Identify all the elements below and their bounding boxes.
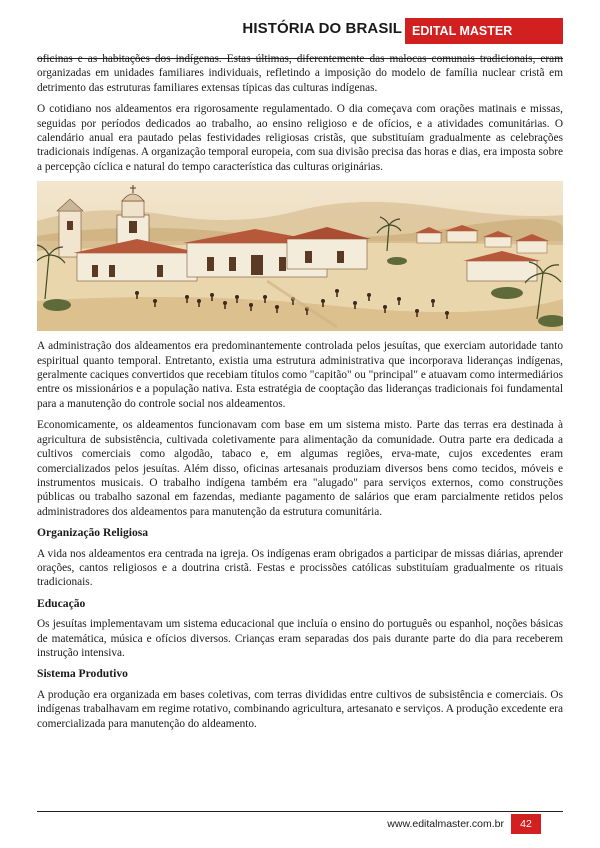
section-text: A produção era organizada em bases coletivas, com terras divididas entre cultivos de subsistência e comerciais. Os indígenas trabalhavam em regime rotativo, combinando agricultura, artesanato e serviços. A produção excedente era comercializada para manutenção do aldeamento. — [37, 688, 563, 730]
footer-url[interactable]: www.editalmaster.com.br — [387, 818, 504, 830]
mission-illustration-svg — [37, 181, 563, 331]
footer-divider — [37, 811, 563, 812]
section-heading: Organização Religiosa — [37, 526, 149, 540]
page-number: 42 — [511, 814, 541, 834]
paragraph: O cotidiano nos aldeamentos era rigorosamente regulamentado. O dia começava com orações matinais e missas, seguidas por períodos dedicados ao trabalho, ao ensino religioso e de ofícios, e a atividades comunitárias. O calendário anual era pautado pelas festividades religiosas cristãs, que substituíam gradualmente as celebrações tradicionais indígenas. A organização temporal europeia, com sua divisão precisa das horas e dias, era imposta sobre a percepção cíclica e natural do tempo característica das culturas originárias. — [37, 103, 563, 173]
section-text: A vida nos aldeamentos era centrada na igreja. Os indígenas eram obrigados a participar de missas diárias, aprender orações, cantos religiosos e a doutrina cristã. Festas e procissões católicas substituíam gradualmente os rituais tradicionais. — [37, 547, 563, 589]
paragraph: A administração dos aldeamentos era predominantemente controlada pelos jesuítas, que exerciam autoridade tanto espiritual quanto temporal. Entretanto, existia uma estrutura administrativa que incorporava lideranças indígenas, geralmente caciques convertidos que recebiam títulos como "capitão" ou "principal" e atuavam como intermediários entre os missionários e a população nativa. Esta estratégia de cooptação das lideranças tradicionais foi fundamental para a manutenção do controle social nos aldeamentos. — [37, 340, 563, 410]
page-content — [37, 52, 563, 738]
paragraph: Economicamente, os aldeamentos funcionavam com base em um sistema misto. Parte das terras era destinada à agricultura de subsistência, cultivada coletivamente para alimentação da comunidade. Outra parte era dedicada a cultivos comerciais como algodão, tabaco e, em algumas regiões, erva-mate, cujos excedentes eram comercializados pelos jesuítas. Além disso, oficinas artesanais produziam diversos bens como tecidos, móveis e instrumentos musicais. O trabalho indígena também era "alugado" para serviços externos, como construções públicas ou trabalho sazonal em fazendas, mediante pagamento de salários que eram parcialmente retidos pelos administradores dos aldeamentos para manutenção da estrutura comunitária. — [37, 419, 563, 518]
header-title: HISTÓRIA DO BRASIL — [242, 20, 402, 37]
page-header — [0, 14, 600, 44]
mission-illustration — [37, 181, 563, 331]
header-badge: EDITAL MASTER — [405, 18, 563, 44]
section-heading: Educação — [37, 596, 86, 610]
paragraph: oficinas e as habitações dos indígenas. Estas últimas, diferentemente das malocas comunais tradicionais, eram organizadas em unidades familiares individuais, refletindo a imposição do modelo de família nuclear cristã em detrimento das estruturas familiares extensas típicas das culturas indígenas. — [37, 53, 563, 94]
section-heading: Sistema Produtivo — [37, 667, 128, 681]
section-text: Os jesuítas implementavam um sistema educacional que incluía o ensino do português ou espanhol, noções básicas de matemática, música e ofícios diversos. Crianças eram separadas dos pais durante parte do dia para receberem instrução intensiva. — [37, 618, 563, 659]
